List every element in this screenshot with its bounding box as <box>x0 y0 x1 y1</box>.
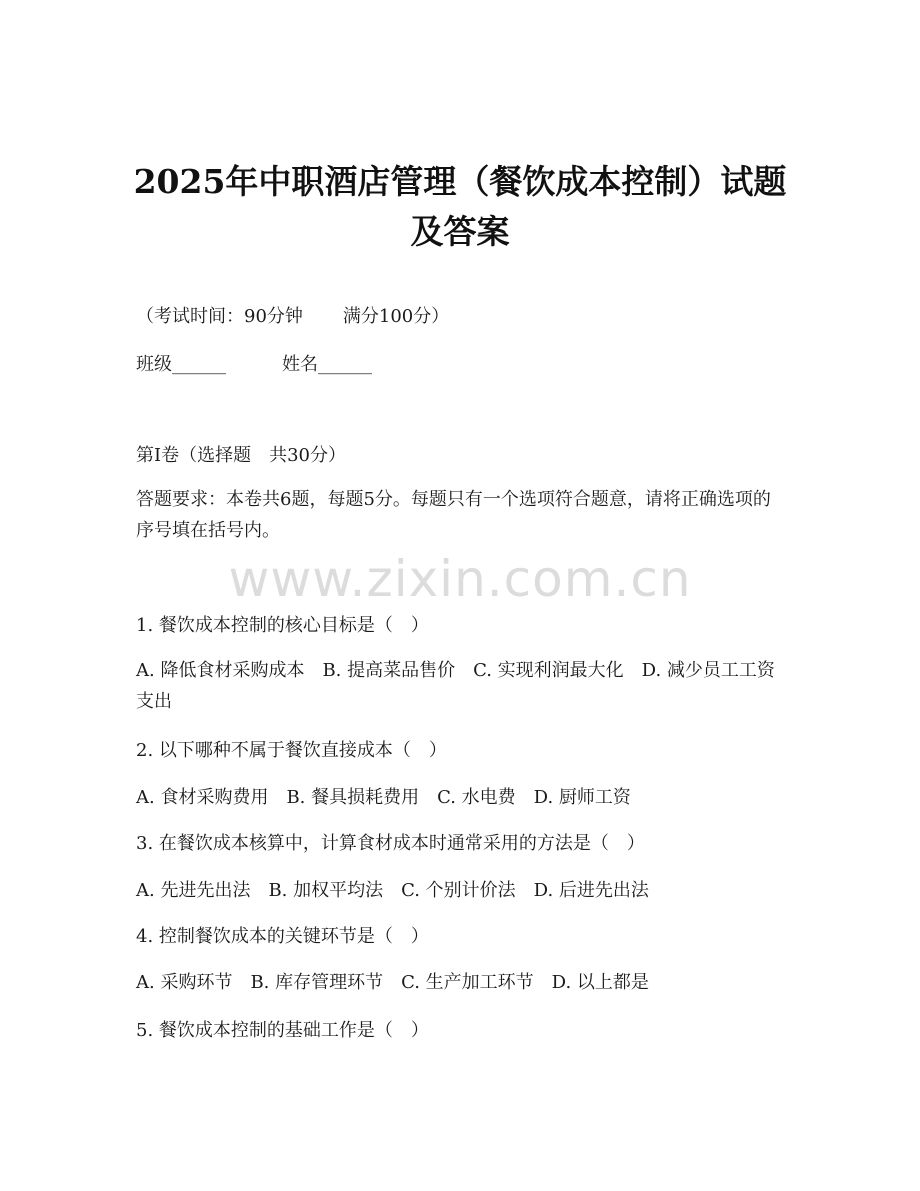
exam-time: （考试时间：90分钟 <box>136 306 303 327</box>
question-2-options: A. 食材采购费用 B. 餐具损耗费用 C. 水电费 D. 厨师工资 <box>136 787 631 808</box>
question-3-options: A. 先进先出法 B. 加权平均法 C. 个别计价法 D. 后进先出法 <box>136 880 649 901</box>
document-title-line-1: 2025年中职酒店管理（餐饮成本控制）试题 <box>133 162 787 201</box>
question-4-stem: 4. 控制餐饮成本的关键环节是（ ） <box>136 926 429 947</box>
class-field: 班级______ <box>136 354 226 375</box>
section-heading: 第I卷（选择题 共30分） <box>136 445 347 466</box>
watermark: www.zixin.com.cn <box>228 550 692 608</box>
exam-info <box>136 302 449 328</box>
question-1-options: A. 降低食材采购成本 B. 提高菜品售价 C. 实现利润最大化 D. 减少员工工资支出 <box>136 660 775 712</box>
question-5-stem: 5. 餐饮成本控制的基础工作是（ ） <box>136 1020 429 1041</box>
question-1-stem: 1. 餐饮成本控制的核心目标是（ ） <box>136 615 429 636</box>
exam-score: 满分100分） <box>342 306 450 327</box>
question-3-stem: 3. 在餐饮成本核算中，计算食材成本时通常采用的方法是（ ） <box>136 833 645 854</box>
instructions: 答题要求：本卷共6题，每题5分。每题只有一个选项符合题意，请将正确选项的序号填在括号内。 <box>136 489 771 541</box>
student-info <box>136 350 372 376</box>
document-title-line-2: 及答案 <box>410 212 510 251</box>
question-4-options: A. 采购环节 B. 库存管理环节 C. 生产加工环节 D. 以上都是 <box>136 972 649 993</box>
name-field: 姓名______ <box>282 354 372 375</box>
question-2-stem: 2. 以下哪种不属于餐饮直接成本（ ） <box>136 740 447 761</box>
